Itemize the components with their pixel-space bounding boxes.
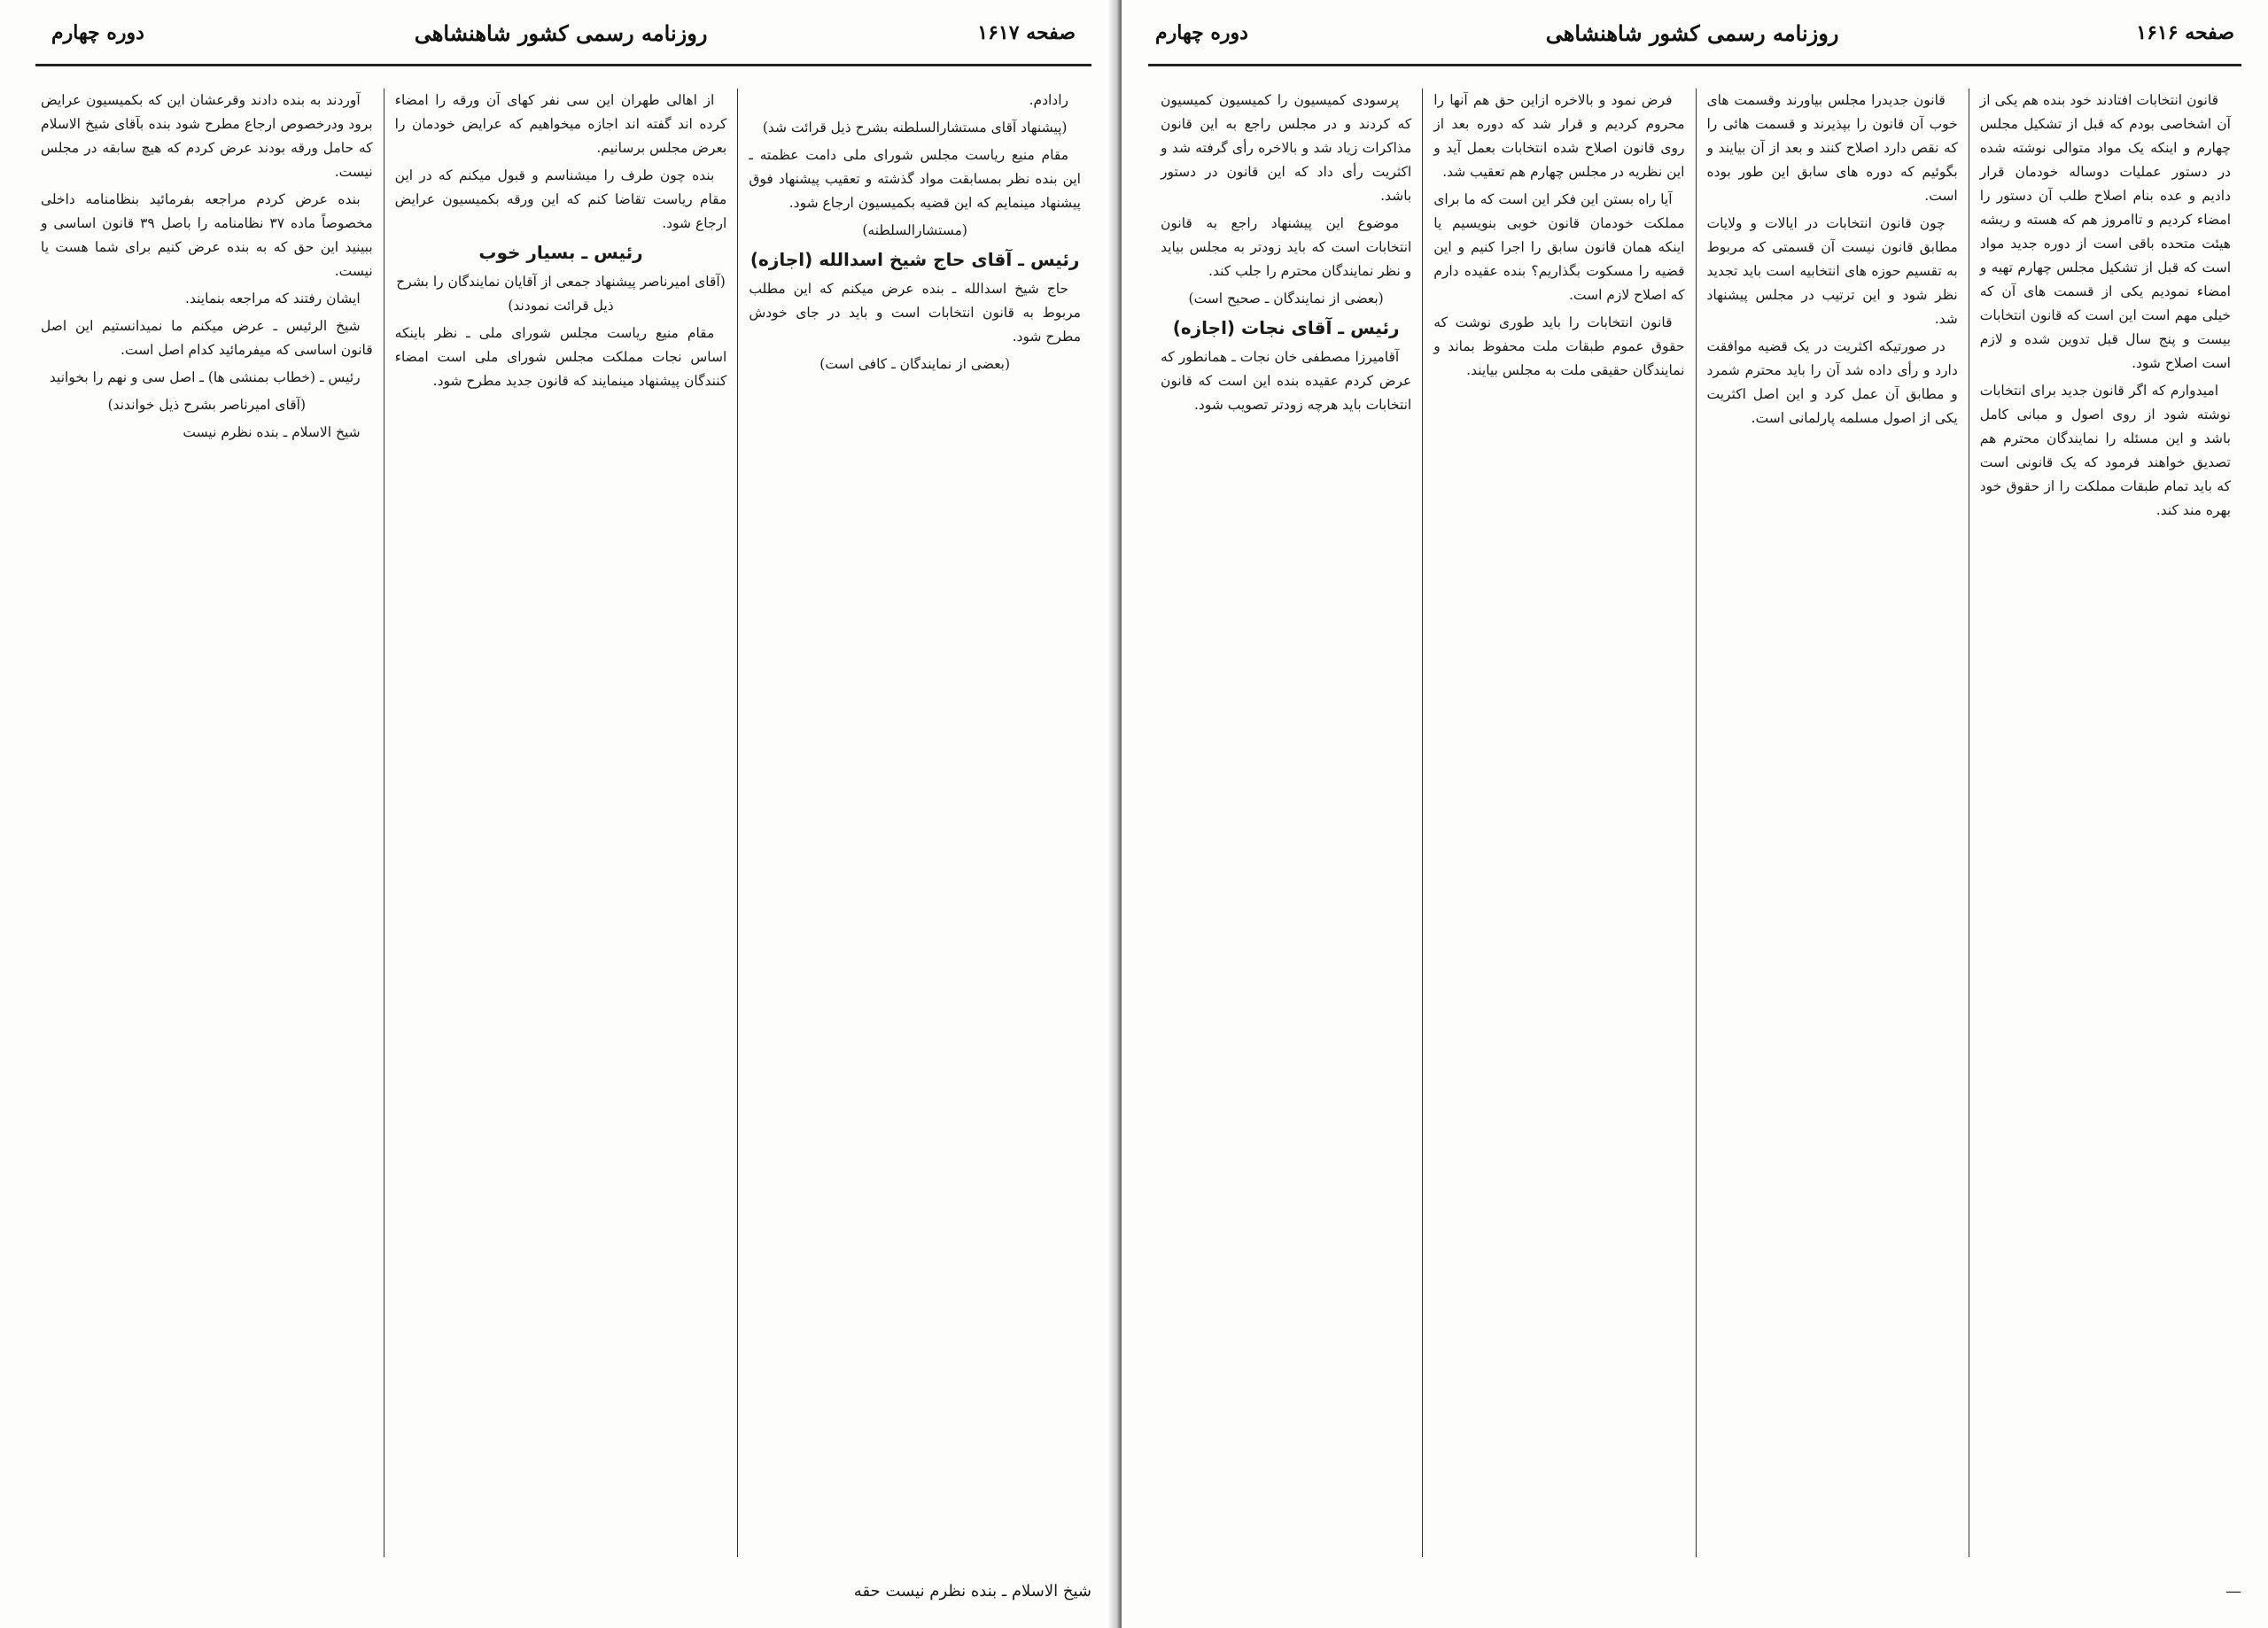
right-page-number: صفحه ۱۶۱۶ (2136, 21, 2234, 44)
paragraph: مقام منیع ریاست مجلس شورای ملی ـ نظر باینکه اساس نجات مملکت مجلس شورای ملی است امضاء کنندگان پیشنهاد مینمایند که قانون جدید مطرح شود. (394, 325, 727, 389)
paragraph: (بعضی از نمایندگان ـ کافی است) (819, 356, 1011, 372)
left-title: روزنامه رسمی کشور شاهنشاهی (414, 19, 708, 46)
left-term: دوره چهارم (51, 21, 144, 44)
paragraph: از اهالی طهران این سی نفر کهای آن ورقه را امضاء کرده اند گفته اند اجازه میخواهیم که عرایض خودمان را بعرض مجلس برسانیم. (394, 92, 727, 156)
paragraph: شیخ الاسلام ـ بنده نظرم نیست (183, 424, 361, 440)
paragraph: قانون انتخابات را باید طوری نوشت که حقوق عموم طبقات ملت محفوظ بماند و نمایندگان حقیقی ملت به مجلس بیایند. (1433, 314, 1685, 378)
left-page-number: صفحه ۱۶۱۷ (977, 21, 1076, 44)
paragraph: شیخ الرئیس ـ عرض میکنم ما نمیدانستیم این اصل قانون اساسی که میفرمائید کدام اصل است. (40, 318, 373, 358)
left-header-rule (35, 64, 1091, 66)
paragraph: پرسودی کمیسیون را کمیسیون کمیسیون که کردند و در مجلس راجع به این قانون مذاکرات زیاد شد و بالاخره رأی گرفته شد و اکثریت رأی داد که این قانون در دستور باشد. (1161, 92, 1412, 204)
paragraph: فرض نمود و بالاخره ازاین حق هم آنها را محروم کردیم و قرار شد که دوره بعد از روی قانون اصلاح شده انتخابات بعمل آید و این نظریه در مجلس چهارم هم تعقیب شد. (1433, 92, 1685, 180)
paragraph: حاج شیخ اسدالله ـ بنده عرض میکنم که این مطلب مربوط به قانون انتخابات است و باید در جای خودش مطرح شود. (749, 281, 1081, 345)
right-columns (1150, 89, 2241, 1557)
left-column-3 (30, 89, 384, 1557)
paragraph: بنده چون طرف را میشناسم و قبول میکنم که در این مقام ریاست تقاضا کنم که این ورقه بکمیسیون عرایض ارجاع شود. (394, 167, 727, 231)
paragraph: (بعضی از نمایندگان ـ صحیح است) (1188, 291, 1384, 306)
paragraph: موضوع این پیشنهاد راجع به قانون انتخابات است که باید زودتر به مجلس بیاید و نظر نمایندگان محترم را جلب کند. (1161, 215, 1412, 279)
paragraph: آیا راه بستن این فکر این است که ما برای مملکت خودمان قانون خوبی بنویسیم یا اینکه همان قانون سابق را اجرا کنیم و این قضیه را مسکوت بگذاریم؟ بنده عقیده دارم که اصلاح لازم است. (1433, 191, 1685, 303)
right-term: دوره چهارم (1155, 21, 1248, 44)
right-column-1 (1969, 89, 2241, 1557)
right-column-4 (1150, 89, 1423, 1557)
paragraph: مقام منیع ریاست مجلس شورای ملی دامت عظمته ـ این بنده نظر بمسابقت مواد گذشته و تعقیب پیشنهاد فوق پیشنهاد مینمایم که این قضیه بکمیسیون ارجاع شود. (749, 147, 1081, 211)
right-title: روزنامه رسمی کشور شاهنشاهی (1545, 19, 1839, 46)
left-page-footer: شیخ الاسلام ـ بنده نظرم نیست حقه (853, 1581, 1091, 1601)
left-column-2 (384, 89, 739, 1557)
paragraph: قانون جدیدرا مجلس بیاورند وقسمت های خوب آن قانون را بپذیرند و قسمت هائی را که نقص دارد اصلاح کنند و بعد از آن بیایند و بگوئیم که دوره های سابق این طور بوده است. (1706, 92, 1958, 204)
paragraph: (آقای امیرناصر پیشنهاد جمعی از آقایان نمایندگان را بشرح ذیل قرائت نمودند) (396, 274, 726, 314)
left-page-header (35, 12, 1091, 53)
left-page (0, 0, 1118, 1628)
paragraph: ایشان رفتند که مراجعه بنمایند. (185, 291, 361, 306)
right-page (1122, 0, 2268, 1628)
speaker-heading: رئیس ـ آقای حاج شیخ اسدالله (اجازه) (750, 249, 1080, 270)
paragraph: چون قانون انتخابات در ایالات و ولایات مطابق قانون نیست آن قسمتی که مربوط به تقسیم حوزه های انتخابیه است باید تجدید نظر شود و این ترتیب در مجلس پیشنهاد شد. (1706, 215, 1958, 327)
paragraph: آوردند به بنده دادند وقرعشان این که بکمیسیون عرایض برود ودرخصوص ارجاع مطرح شود بنده بآقای شیخ الاسلام که حامل ورقه بودند عرض کردم که هیچ سابقه در مجلس نیست. (40, 92, 373, 180)
speaker-heading: رئیس ـ آقای نجات (اجازه) (1172, 317, 1400, 338)
right-header-rule (1148, 64, 2241, 66)
paragraph: در صورتیکه اکثریت در یک قضیه موافقت دارد و رأی داده شد آن را باید محترم شمرد و مطابق آن عمل کرد و این اصل اکثریت یکی از اصول مسلمه پارلمانی است. (1706, 338, 1958, 426)
paragraph: رئیس ـ (خطاب بمنشی ها) ـ اصل سی و نهم را بخوانید (49, 369, 361, 385)
left-column-1 (738, 89, 1091, 1557)
paragraph: بنده عرض کردم مراجعه بفرمائید بنظامنامه داخلی مخصوصاً ماده ۳۷ نظامنامه را باصل ۳۹ قانون اساسی و ببینید این حق که به بنده عرض کنیم برای شما هست یا نیست. (40, 191, 373, 279)
left-columns (30, 89, 1091, 1557)
right-page-footer: — (2225, 1581, 2241, 1601)
paragraph: (پیشنهاد آقای مستشارالسلطنه بشرح ذیل قرائت شد) (762, 120, 1068, 136)
paragraph: امیدوارم که اگر قانون جدید برای انتخابات نوشته شود از روی اصول و مبانی کامل باشد و این مسئله را نمایندگان محترم هم تصدیق خواهند فرمود که یک قانونی است که باید تمام طبقات مملکت را از حقوق خود بهره مند کند. (1979, 383, 2231, 518)
paragraph: رادادم. (1029, 92, 1068, 108)
right-column-3 (1423, 89, 1696, 1557)
paragraph: (آقای امیرناصر بشرح ذیل خواندند) (107, 397, 307, 413)
right-page-header (1139, 12, 2250, 53)
right-column-2 (1697, 89, 1969, 1557)
paragraph: آقامیرزا مصطفی خان نجات ـ همانطور که عرض کردم عقیده بنده این است که قانون انتخابات باید هرچه زودتر تصویب شود. (1161, 349, 1412, 413)
paragraph: (مستشارالسلطنه) (862, 222, 967, 238)
speaker-heading: رئیس ـ بسیار خوب (478, 242, 643, 263)
paragraph: قانون انتخابات افتادند خود بنده هم یکی از آن اشخاصی بودم که قبل از تشکیل مجلس چهارم و اینکه یک مواد متوالی نوشته شده در دستور عملیات دوساله خودمان قرار دادیم و عده بنام اصلاح طلب آن دستور را امضاء کردیم و تاامروز هم که هسته و ریشه هیئت متحده باقی است از دوره جدید مواد است که قبل از تشکیل مجلس چهارم تهیه و امضاء نمودیم یکی از قسمت های آن که خیلی مهم است این است که قانون انتخابات بیست و پنج سال قبل تدوین شده و لازم است اصلاح شود. (1979, 92, 2231, 371)
